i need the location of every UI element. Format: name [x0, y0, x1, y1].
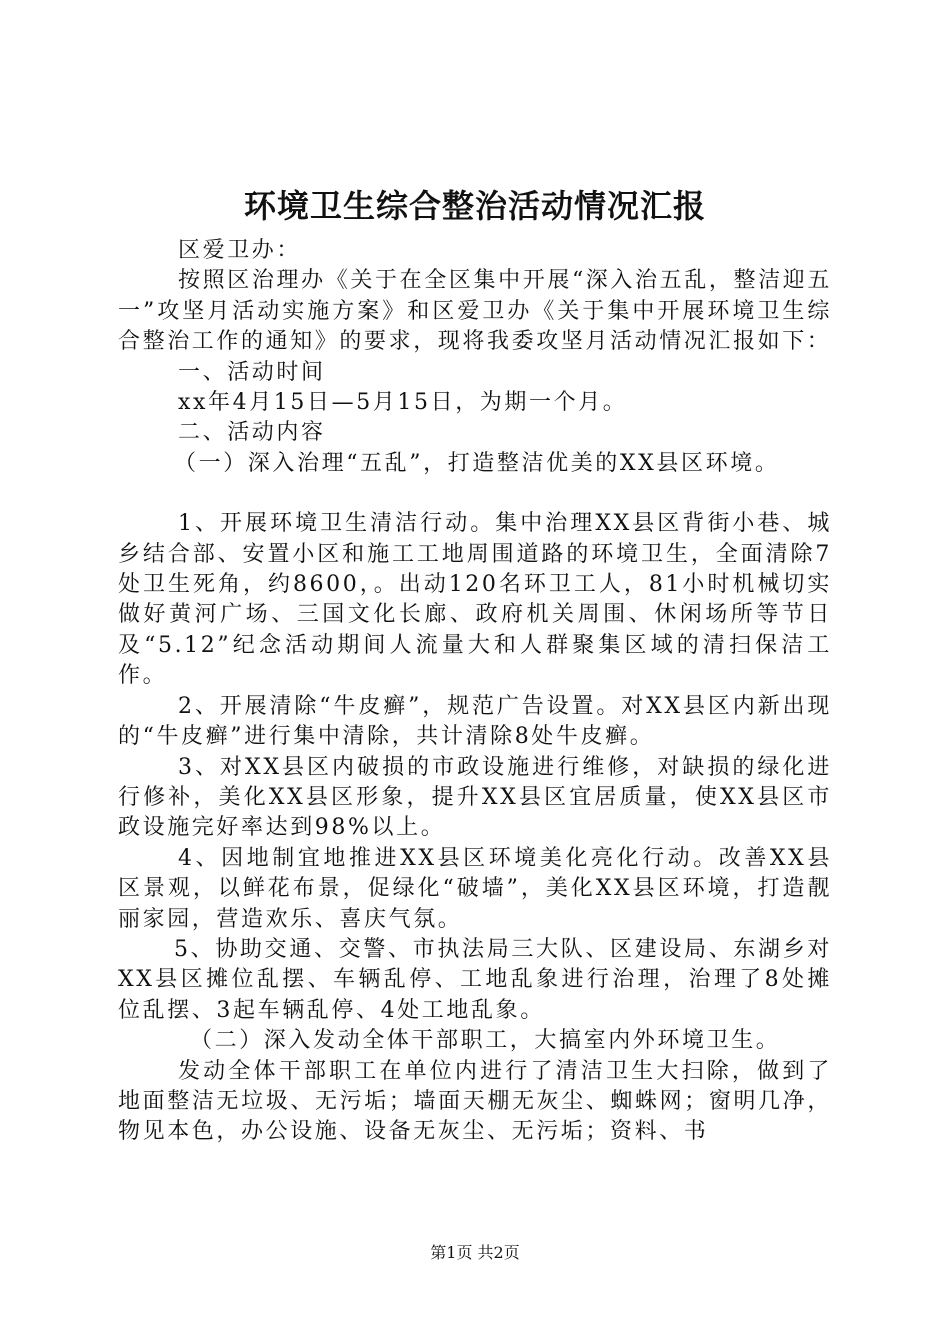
paragraph-item-5: 5、协助交通、交警、市执法局三大队、区建设局、东湖乡对XX县区摊位乱摆、车辆乱停、工地乱象进行治理，治理了8处摊位乱摆、3起车辆乱停、4处工地乱象。: [118, 936, 832, 1023]
document-body: [118, 236, 832, 1148]
section-heading-time: 一、活动时间: [178, 359, 326, 385]
paragraph-item-4: 4、因地制宜地推进XX县区环境美化亮化行动。改善XX县区景观，以鲜花布景，促绿化“破墙”，美化XX县区环境，打造靓丽家园，营造欢乐、喜庆气氛。: [118, 845, 832, 932]
section-heading-content: 二、活动内容: [178, 420, 326, 446]
subsection-heading-1: （一）深入治理“五乱”，打造整洁优美的XX县区环境。: [174, 450, 780, 476]
salutation: 区爱卫办：: [178, 238, 302, 263]
subsection-heading-2: （二）深入发动全体干部职工，大搞室内外环境卫生。: [190, 1028, 781, 1054]
paragraph-time: xx年4月15日—5月15日，为期一个月。: [178, 390, 628, 416]
document-title: 环境卫生综合整治活动情况汇报: [243, 187, 706, 225]
paragraph-mobilize: 发动全体干部职工在单位内进行了清洁卫生大扫除，做到了地面整洁无垃圾、无污垢；墙面天棚无灰尘、蜘蛛网；窗明几净，物见本色，办公设施、设备无灰尘、无污垢；资料、书: [118, 1058, 832, 1145]
page-footer: 第1页 共2页: [430, 1243, 520, 1262]
paragraph-item-3: 3、对XX县区内破损的市政设施进行维修，对缺损的绿化进行修补，美化XX县区形象，提升XX县区宜居质量，使XX县区市政设施完好率达到98%以上。: [118, 754, 832, 841]
paragraph-intro: 按照区治理办《关于在全区集中开展“深入治五乱，整洁迎五一”攻坚月活动实施方案》和区爱卫办《关于集中开展环境卫生综合整治工作的通知》的要求，现将我委攻坚月活动情况汇报如下：: [118, 268, 832, 355]
blank-line: [118, 479, 832, 509]
paragraph-item-2: 2、开展清除“牛皮癣”，规范广告设置。对XX县区内新出现的“牛皮癣”进行集中清除，共计清除8处牛皮癣。: [118, 693, 832, 750]
paragraph-item-1: 1、开展环境卫生清洁行动。集中治理XX县区背街小巷、城乡结合部、安置小区和施工工地周围道路的环境卫生，全面清除7处卫生死角，约8600，。出动120名环卫工人，81小时机械切实做好黄河广场、三国文化长廊、政府机关周围、休闲场所等节日及“5.12”纪念活动期间人流量大和人群聚集区域的清扫保洁工作。: [118, 511, 832, 689]
